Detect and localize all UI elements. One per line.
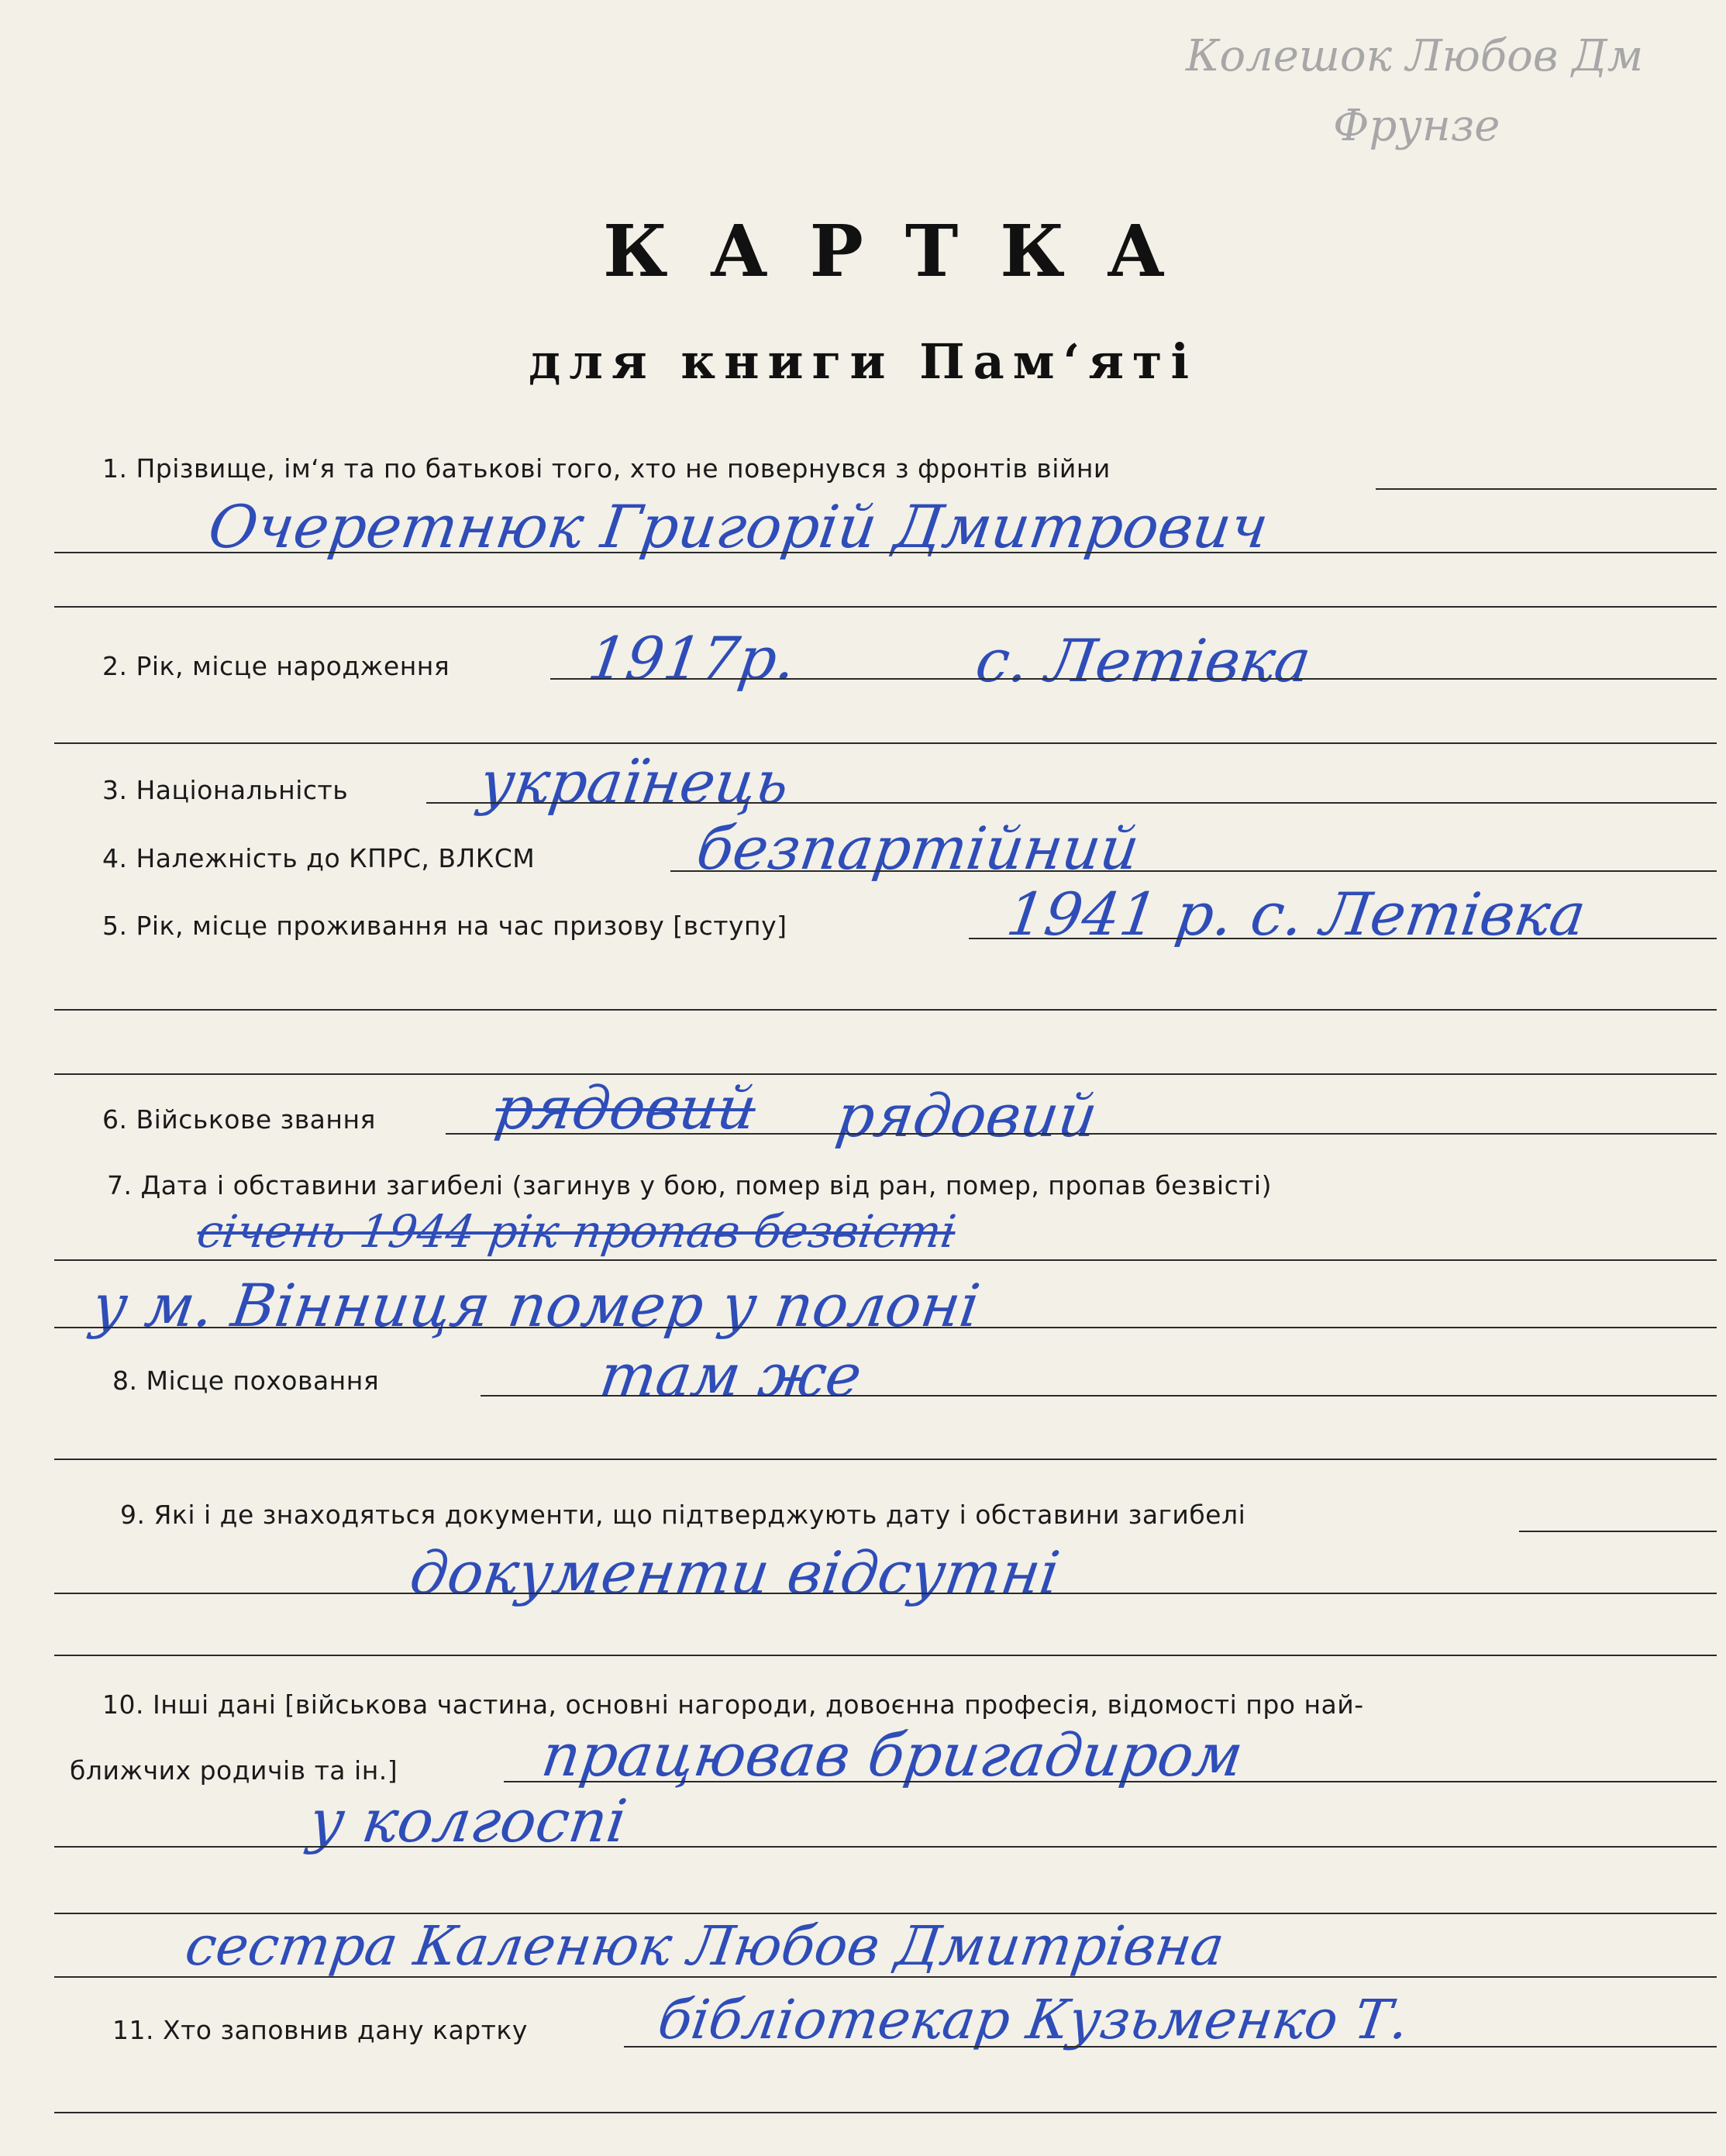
field-4-rule xyxy=(670,870,1717,872)
field-8-value: там же xyxy=(595,1341,866,1410)
field-11-label: 11. Хто заповнив дану картку xyxy=(112,2015,528,2045)
field-2-rule-a xyxy=(550,678,1717,680)
field-5-rule-b xyxy=(54,1009,1717,1011)
card-subtitle: для книги Пам‘яті xyxy=(528,333,1198,390)
field-10-rule-b xyxy=(54,1846,1717,1848)
field-10-rule-a xyxy=(504,1781,1717,1782)
field-7-rule-b xyxy=(54,1327,1717,1328)
field-7-label: 7. Дата і обставини загибелі (загинув у бою, помер від ран, помер, пропав безвісті) xyxy=(107,1170,1272,1200)
field-5-value: 1941 р. с. Летівка xyxy=(1002,880,1590,949)
field-5-rule-c xyxy=(54,1073,1717,1075)
field-1-rule-b xyxy=(54,552,1717,553)
field-7-rule-a xyxy=(54,1259,1717,1261)
field-2-year: 1917р. xyxy=(584,624,801,693)
field-7-struck-value: січень 1944 рік пропав безвісті xyxy=(194,1205,959,1258)
field-4-value: безпартійний xyxy=(692,814,1144,883)
field-8-rule-a xyxy=(481,1395,1717,1397)
field-9-value: документи відсутні xyxy=(405,1538,1064,1607)
field-1-handwritten-value: Очеретнюк Григорій Дмитрович xyxy=(204,492,1273,561)
field-6-rule xyxy=(446,1133,1717,1135)
field-5-rule-a xyxy=(969,938,1717,939)
field-11-rule-b xyxy=(54,2112,1717,2113)
field-1-rule-c xyxy=(54,606,1717,608)
field-10-rule-d xyxy=(54,1976,1717,1978)
field-6-label: 6. Військове звання xyxy=(102,1104,376,1135)
field-1-rule-a xyxy=(1376,488,1717,490)
field-2-rule-b xyxy=(54,742,1717,744)
field-9-rule-b xyxy=(54,1593,1717,1594)
field-11-rule-a xyxy=(624,2046,1717,2048)
field-10-label-line2: ближчих родичів та ін.] xyxy=(70,1755,398,1786)
field-7-value: у м. Вінниця помер у полоні xyxy=(88,1271,984,1340)
field-3-label: 3. Національність xyxy=(102,775,349,805)
field-6-value: рядовий xyxy=(832,1081,1102,1150)
field-8-rule-b xyxy=(54,1459,1717,1460)
corner-pencil-note-line2: Фрунзе xyxy=(1333,101,1500,151)
field-3-value: українець xyxy=(475,748,794,817)
field-2-label: 2. Рік, місце народження xyxy=(102,651,450,681)
field-6-struck-value: рядовий xyxy=(491,1073,761,1142)
field-9-rule-c xyxy=(54,1655,1717,1656)
field-4-label: 4. Належність до КПРС, ВЛКСМ xyxy=(102,843,536,873)
field-10-value-line1: працював бригадиром xyxy=(537,1720,1248,1789)
field-2-place: с. Летівка xyxy=(971,626,1315,695)
corner-pencil-note-line1: Колешок Любов Дм xyxy=(1186,31,1644,81)
field-9-rule-a xyxy=(1519,1531,1717,1532)
field-10-value-line2: у колгоспі xyxy=(305,1786,632,1855)
field-10-label-line1: 10. Інші дані [військова частина, основні нагороди, довоєнна професія, відомості про най- xyxy=(102,1689,1364,1720)
field-10-value-line3: сестра Каленюк Любов Дмитрівна xyxy=(181,1914,1228,1978)
field-11-value: бібліотекар Кузьменко Т. xyxy=(654,1988,1413,2051)
field-9-label: 9. Які і де знаходяться документи, що підтверджують дату і обставини загибелі xyxy=(120,1500,1246,1530)
field-8-label: 8. Місце поховання xyxy=(112,1366,380,1396)
field-5-label: 5. Рік, місце проживання на час призову [вступу] xyxy=(102,911,787,941)
card-title: КАРТКА xyxy=(603,209,1207,293)
field-3-rule xyxy=(426,802,1717,804)
field-1-label: 1. Прізвище, ім‘я та по батькові того, хто не повернувся з фронтів війни xyxy=(102,453,1111,484)
